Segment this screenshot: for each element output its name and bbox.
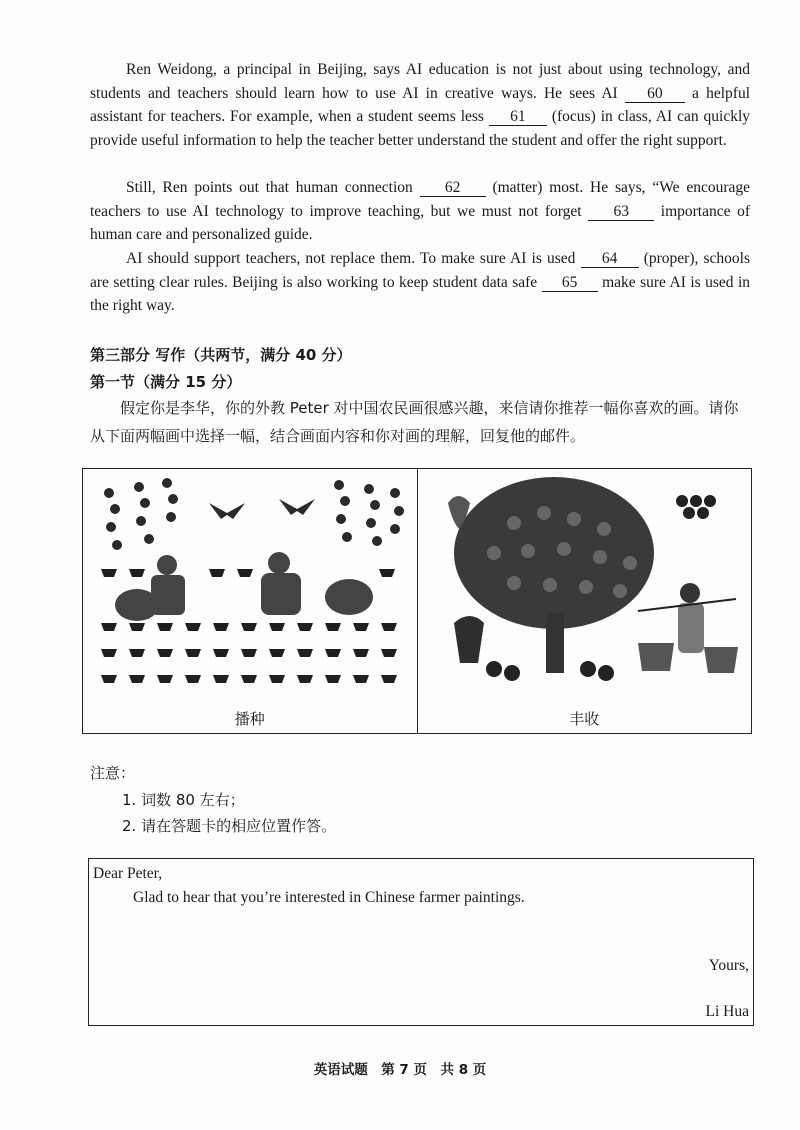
writing-prompt: 假定你是李华，你的外教 Peter 对中国农民画很感兴趣，来信请你推荐一幅你喜欢的画。请你从下面两幅画中选择一幅，结合画面内容和你对画的理解，回复他的邮件。	[90, 399, 739, 445]
painting-choices	[82, 468, 752, 734]
letter-opening: Glad to hear that you’re interested in Chinese farmer paintings.	[133, 889, 525, 906]
sowing-painting-icon	[89, 473, 409, 703]
blank-64[interactable]: 64	[581, 250, 639, 268]
blank-62[interactable]: 62	[420, 179, 486, 197]
passage-paragraph-1: Ren Weidong, a principal in Beijing, says AI education is not just about using technology, and students and teachers should learn how to use AI in creative ways. He sees AI 60 a helpful assistant for teachers. For example, when a student seems less 61 (focus) in class, AI can quickly provide useful information to help the teacher better understand the student and offer the right support.	[90, 61, 751, 149]
blank-63[interactable]: 63	[588, 203, 654, 221]
notes-title: 注意：	[90, 764, 136, 782]
page-footer: 英语试题 第 7 页 共 8 页	[313, 1062, 487, 1078]
letter-greeting: Dear Peter,	[93, 865, 163, 882]
section-one-title: 第一节（满分 15 分）	[90, 373, 242, 391]
note-item-1: 1. 词数 80 左右；	[122, 791, 245, 809]
passage-paragraph-3: AI should support teachers, not replace them. To make sure AI is used 64 (proper), schools are setting clear rules. Beijing is also working to keep student data safe 65 make sure AI is used in the right way.	[90, 250, 751, 314]
blank-61[interactable]: 61	[489, 108, 547, 126]
harvest-painting-icon	[424, 473, 744, 703]
painting-label-sowing: 播种	[234, 710, 265, 728]
letter-answer-box[interactable]	[88, 858, 754, 1026]
letter-closing: Yours,	[708, 957, 749, 974]
painting-harvest	[417, 469, 752, 733]
painting-sowing	[83, 469, 417, 733]
painting-label-harvest: 丰收	[569, 710, 600, 728]
passage-paragraph-2: Still, Ren points out that human connection 62 (matter) most. He says, “We encourage teachers to use AI technology to improve teaching, but we must not forget 63 importance of human care and personalized guide.	[90, 179, 751, 243]
letter-signature: Li Hua	[705, 1003, 749, 1020]
blank-65[interactable]: 65	[542, 274, 598, 292]
part-three-title: 第三部分 写作（共两节，满分 40 分）	[90, 346, 352, 364]
blank-60[interactable]: 60	[625, 85, 685, 103]
note-item-2: 2. 请在答题卡的相应位置作答。	[122, 817, 337, 835]
